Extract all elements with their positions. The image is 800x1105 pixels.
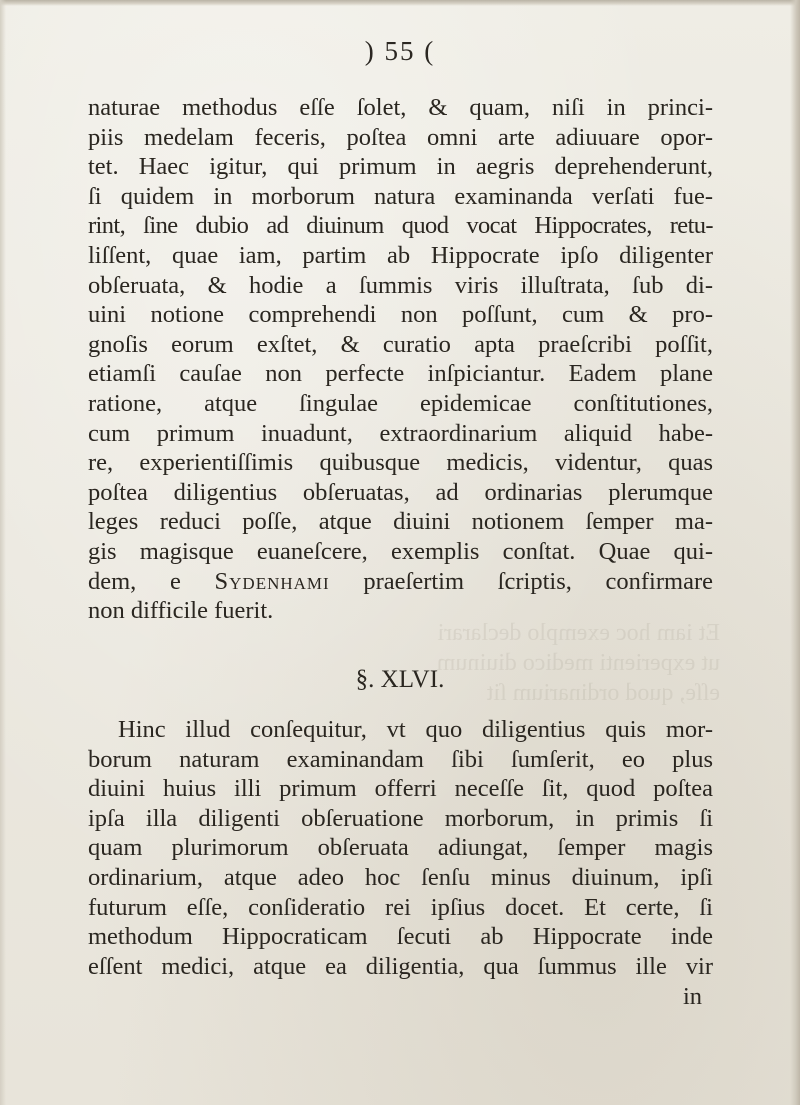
text-line: rint, ſine dubio ad diuinum quod vocat Hippocrates, retu- <box>88 212 713 240</box>
text-line: ipſa illa diligenti obſeruatione morborum, in primis ſi <box>88 804 713 832</box>
text-line: etiamſi cauſae non perfecte inſpiciantur. Eadem plane <box>88 360 713 388</box>
paragraph-2 <box>88 715 713 981</box>
text-line: non difficile fuerit. <box>88 597 274 625</box>
text-line: borum naturam examinandam ſibi ſumſerit, eo plus <box>88 745 713 773</box>
page-top-edge <box>0 0 800 6</box>
section-heading: §. XLVI. <box>355 666 445 693</box>
text-line: liſſent, quae iam, partim ab Hippocrate ipſo diligenter <box>88 241 713 269</box>
text-line: ordinarium, atque adeo hoc ſenſu minus diuinum, ipſi <box>88 863 713 891</box>
page-number: ) 55 ( <box>364 36 436 66</box>
text-line: Hinc illud conſequitur, vt quo diligentius quis mor- <box>118 716 713 743</box>
text-fragment: dem, e <box>88 567 215 595</box>
text-line: poſtea diligentius obſeruatas, ad ordinarias plerumque <box>88 478 713 506</box>
text-line: eſſent medici, atque ea diligentia, qua ſummus ille vir <box>88 952 713 980</box>
catchword: in <box>682 983 702 1010</box>
paragraph-1 <box>88 93 713 626</box>
text-line: naturae methodus eſſe ſolet, & quam, niſi in princi- <box>88 94 713 121</box>
text-line: leges reduci poſſe, atque diuini notionem ſemper ma- <box>88 508 713 536</box>
text-line: ratione, atque ſingulae epidemicae conſtitutiones, <box>88 389 713 417</box>
text-line: gnoſis eorum exſtet, & curatio apta praeſcribi poſſit, <box>88 330 713 358</box>
text-line: gis magisque euaneſcere, exemplis conſtat. Quae qui- <box>88 537 713 565</box>
show-through-ink: eſſe, quod ordinarium ſit <box>486 680 720 706</box>
text-line <box>88 567 713 597</box>
author-name: Sydenhami <box>214 567 330 595</box>
text-line: methodum Hippocraticam ſecuti ab Hippocrate inde <box>88 923 713 951</box>
text-line: ſi quidem in morborum natura examinanda verſati fue- <box>88 182 713 210</box>
text-line: futurum eſſe, conſideratio rei ipſius docet. Et certe, ſi <box>88 893 713 921</box>
show-through-ink: Et iam hoc exemplo declarari <box>437 620 720 646</box>
text-line: re, experientiſſimis quibusque medicis, videntur, quas <box>88 449 713 477</box>
text-line: quam plurimorum obſeruata adiungat, ſemper magis <box>88 834 713 862</box>
text-line: piis medelam feceris, poſtea omni arte adiuuare opor- <box>88 123 713 151</box>
text-fragment: praeſertim ſcriptis, confirmare <box>329 567 713 595</box>
show-through-ink: ut experienti medico diuinum <box>436 650 720 676</box>
text-line: diuini huius illi primum offerri neceſſe ſit, quod poſtea <box>88 775 713 803</box>
text-line: uini notione comprehendi non poſſunt, cum & pro- <box>88 301 713 329</box>
text-line: tet. Haec igitur, qui primum in aegris deprehenderunt, <box>88 153 713 181</box>
page-right-edge <box>790 0 800 1105</box>
text-line: obſeruata, & hodie a ſummis viris illuſtrata, ſub di- <box>88 271 713 299</box>
text-line: cum primum inuadunt, extraordinarium aliquid habe- <box>88 419 713 447</box>
page-left-edge <box>0 0 6 1105</box>
